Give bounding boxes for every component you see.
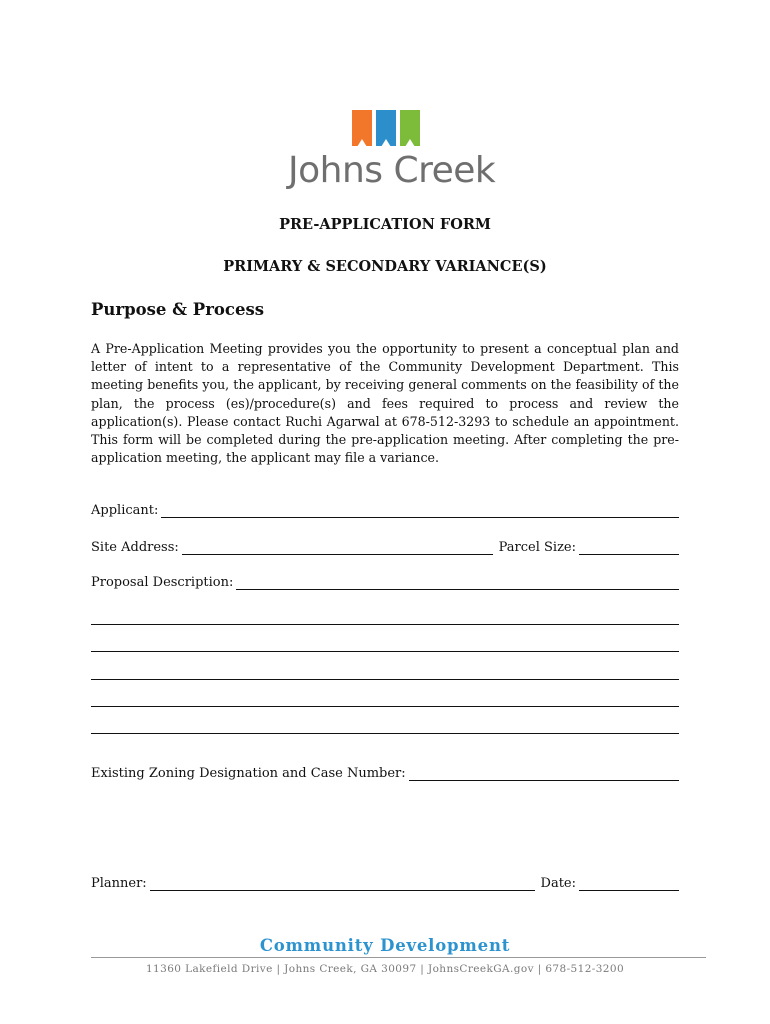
form-title: PRE-APPLICATION FORM: [279, 216, 491, 233]
existing-zoning-input-line[interactable]: [409, 766, 679, 781]
proposal-blank-line[interactable]: [91, 651, 679, 652]
date-input-line[interactable]: [579, 876, 679, 891]
proposal-blank-line[interactable]: [91, 679, 679, 680]
existing-zoning-field: [91, 763, 679, 781]
johns-creek-logo: [288, 110, 496, 195]
parcel-size-input-line[interactable]: [579, 540, 679, 555]
planner-input-line[interactable]: [150, 876, 535, 891]
proposal-blank-line[interactable]: [91, 624, 679, 625]
applicant-field: [91, 500, 679, 518]
date-label: Date:: [540, 876, 576, 891]
planner-field: [91, 873, 679, 891]
form-subtitle: PRIMARY & SECONDARY VARIANCE(S): [223, 258, 547, 275]
proposal-blank-line[interactable]: [91, 706, 679, 707]
blue-flag-icon: [376, 110, 396, 146]
proposal-description-input-line[interactable]: [236, 575, 679, 590]
site-address-input-line[interactable]: [182, 540, 493, 555]
existing-zoning-label: Existing Zoning Designation and Case Number:: [91, 766, 406, 781]
proposal-blank-line[interactable]: [91, 733, 679, 734]
footer-department: Community Development: [259, 936, 511, 955]
logo-text: Johns Creek: [288, 150, 496, 191]
section-heading: Purpose & Process: [91, 300, 265, 319]
purpose-paragraph: A Pre-Application Meeting provides you the opportunity to present a conceptual plan and letter of intent to a representative of the Community Development Department. This meeting benefits you, the applicant, by receiving general comments on the feasibility of the plan, the process (es)/procedure(s) and fees required to process and review the application(s). Please contact Ruchi Agarwal at 678-512-3293 to schedule an appointment. This form will be completed during the pre-application meeting. After completing the pre-application meeting, the applicant may file a variance.: [91, 341, 679, 466]
footer-address: 11360 Lakefield Drive | Johns Creek, GA 30097 | JohnsCreekGA.gov | 678-512-3200: [145, 963, 625, 975]
orange-flag-icon: [352, 110, 372, 146]
applicant-label: Applicant:: [91, 503, 159, 518]
planner-label: Planner:: [91, 876, 147, 891]
green-flag-icon: [400, 110, 420, 146]
proposal-description-field: [91, 572, 679, 590]
applicant-input-line[interactable]: [161, 503, 679, 518]
parcel-size-label: Parcel Size:: [498, 540, 576, 555]
proposal-description-label: Proposal Description:: [91, 575, 234, 590]
footer-divider: [91, 957, 706, 958]
site-address-label: Site Address:: [91, 540, 179, 555]
site-address-field: [91, 537, 679, 555]
